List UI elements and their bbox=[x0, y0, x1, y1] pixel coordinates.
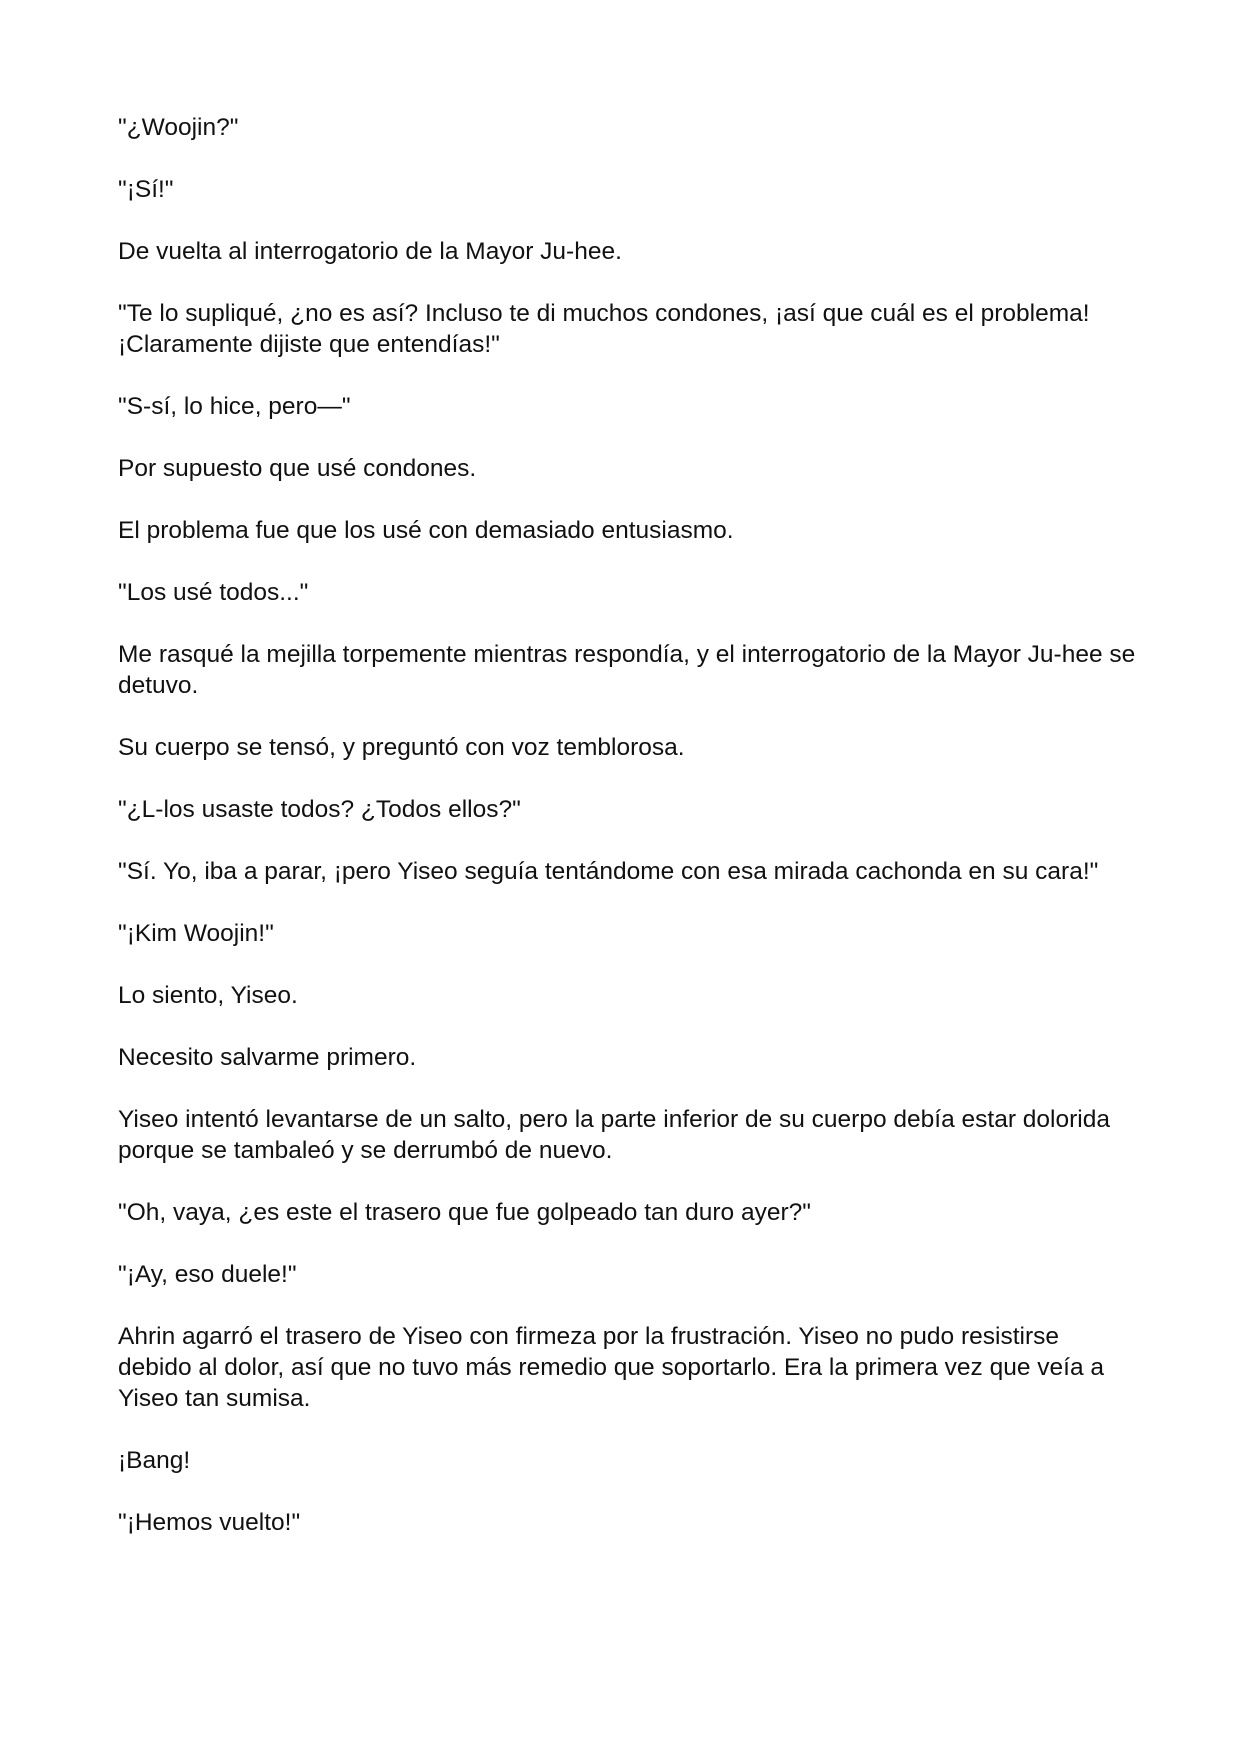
paragraph: Su cuerpo se tensó, y preguntó con voz temblorosa. bbox=[118, 734, 685, 761]
paragraph: Lo siento, Yiseo. bbox=[118, 982, 298, 1009]
paragraph: Yiseo intentó levantarse de un salto, pero la parte inferior de su cuerpo debía estar dolorida porque se tambaleó y se derrumbó de nuevo. bbox=[118, 1106, 1110, 1164]
paragraph: Me rasqué la mejilla torpemente mientras respondía, y el interrogatorio de la Mayor Ju-hee se detuvo. bbox=[118, 641, 1136, 699]
paragraph: Necesito salvarme primero. bbox=[118, 1044, 417, 1071]
paragraph: El problema fue que los usé con demasiado entusiasmo. bbox=[118, 517, 734, 544]
paragraph: Ahrin agarró el trasero de Yiseo con firmeza por la frustración. Yiseo no pudo resistirse debido al dolor, así que no tuvo más remedio que soportarlo. Era la primera vez que veía a Yiseo tan sumisa. bbox=[118, 1323, 1105, 1412]
paragraph: "Sí. Yo, iba a parar, ¡pero Yiseo seguía tentándome con esa mirada cachonda en su cara!" bbox=[118, 858, 1099, 885]
paragraph: "¡Hemos vuelto!" bbox=[118, 1509, 301, 1536]
paragraph: "¡Sí!" bbox=[118, 176, 174, 203]
paragraph: "S-sí, lo hice, pero—" bbox=[118, 393, 351, 420]
paragraph: De vuelta al interrogatorio de la Mayor Ju-hee. bbox=[118, 238, 622, 265]
paragraph: "¿L-los usaste todos? ¿Todos ellos?" bbox=[118, 796, 521, 823]
paragraph: Por supuesto que usé condones. bbox=[118, 455, 477, 482]
paragraph: "¿Woojin?" bbox=[118, 114, 239, 141]
paragraph: "¡Ay, eso duele!" bbox=[118, 1261, 297, 1288]
document-body bbox=[118, 112, 1138, 1569]
paragraph: "Te lo supliqué, ¿no es así? Incluso te di muchos condones, ¡así que cuál es el problema! ¡Claramente dijiste que entendías!" bbox=[118, 300, 1090, 358]
paragraph: "¡Kim Woojin!" bbox=[118, 920, 274, 947]
paragraph: ¡Bang! bbox=[118, 1447, 191, 1474]
paragraph: "Los usé todos..." bbox=[118, 579, 309, 606]
paragraph: "Oh, vaya, ¿es este el trasero que fue golpeado tan duro ayer?" bbox=[118, 1199, 811, 1226]
